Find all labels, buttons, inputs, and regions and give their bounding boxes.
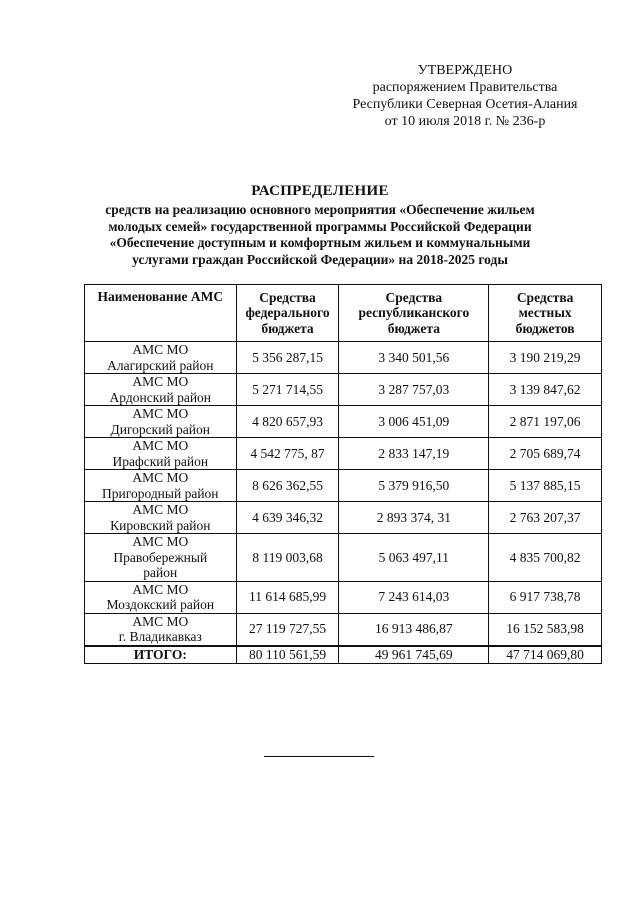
approval-line-3: от 10 июля 2018 г. № 236-р [384,114,546,129]
approval-stamp [330,62,600,130]
cell-federal: 8 119 003,68 [236,534,339,582]
row-name [85,581,237,613]
cell-republic: 2 893 374, 31 [339,502,489,534]
cell-republic: 5 379 916,50 [339,470,489,502]
distribution-table [84,284,602,664]
cell-republic: 5 063 497,11 [339,534,489,582]
table-row [85,534,602,582]
row-name-line: АМС МО [132,470,189,485]
total-federal: 80 110 561,59 [236,646,339,664]
document-title: РАСПРЕДЕЛЕНИЕ [251,183,389,199]
row-name-line: Ирафский район [112,453,209,469]
subtitle-line: услугами граждан Российской Федерации» на 2018-2025 годы [132,251,508,267]
header-federal-line: Средства [259,289,316,305]
subtitle-line: средств на реализацию основного мероприятия «Обеспечение жильем [105,202,535,217]
table-row [85,406,602,438]
row-name-line: район [143,565,178,580]
subtitle-line: молодых семей» государственной программы Российской Федерации [108,218,532,234]
cell-local: 3 190 219,29 [489,342,602,374]
header-republic [339,285,489,342]
row-name-line: АМС МО [132,342,189,357]
header-republic-line: Средства [385,289,443,305]
header-federal [236,285,339,342]
table-row [85,502,602,534]
cell-federal: 4 639 346,32 [236,502,339,534]
approval-line-1: распоряжением Правительства [372,80,558,95]
row-name-line: АМС МО [132,581,189,597]
header-name: Наименование АМС [85,285,237,342]
row-name [85,438,237,470]
table-header-row [85,285,602,342]
cell-republic: 3 006 451,09 [339,406,489,438]
cell-federal: 4 542 775, 87 [236,438,339,470]
row-name-line: АМС МО [132,406,189,421]
header-local-line: бюджетов [515,320,575,336]
cell-federal: 27 119 727,55 [236,613,339,646]
approval-line-2: Республики Северная Осетия-Алания [352,97,578,112]
total-local: 47 714 069,80 [489,646,602,664]
table-row [85,470,602,502]
row-name-line: Кировский район [110,517,211,533]
row-name-line: АМС МО [132,438,189,453]
row-name [85,534,237,582]
header-local [489,285,602,342]
row-name [85,502,237,534]
header-local-line: Средства [516,289,574,305]
cell-federal: 8 626 362,55 [236,470,339,502]
cell-local: 2 763 207,37 [489,502,602,534]
footer-divider [264,756,374,757]
cell-local: 4 835 700,82 [489,534,602,582]
row-name-line: АМС МО [132,502,189,517]
row-name-line: Алагирский район [107,357,214,373]
subtitle-line: «Обеспечение доступным и комфортным жильем и коммунальными [109,235,531,250]
row-name [85,342,237,374]
cell-federal: 11 614 685,99 [236,581,339,613]
row-name-line: Ардонский район [109,389,212,405]
table-row [85,613,602,646]
cell-republic: 16 913 486,87 [339,613,489,646]
table-row [85,581,602,613]
row-name-line: Моздокский район [106,597,215,612]
row-name-line: АМС МО [132,613,189,629]
header-federal-line: федерального [245,305,330,321]
row-name-line: г. Владикавказ [118,629,202,644]
cell-republic: 3 287 757,03 [339,374,489,406]
header-local-line: местных [518,305,572,321]
row-name [85,470,237,502]
row-name-line: АМС МО [132,534,189,549]
document-subtitle [60,202,580,268]
row-name [85,406,237,438]
cell-local: 2 705 689,74 [489,438,602,470]
cell-federal: 5 356 287,15 [236,342,339,374]
cell-federal: 4 820 657,93 [236,406,339,438]
row-name-line: АМС МО [132,374,189,389]
cell-republic: 3 340 501,56 [339,342,489,374]
cell-republic: 7 243 614,03 [339,581,489,613]
cell-local: 6 917 738,78 [489,581,602,613]
header-republic-line: республиканского [358,305,470,321]
header-federal-line: бюджета [261,320,314,336]
table-row [85,438,602,470]
row-name-line: Дигорский район [110,421,210,437]
header-republic-line: бюджета [387,320,440,336]
row-name-line: Правобережный [113,549,208,565]
row-name [85,374,237,406]
table-row [85,342,602,374]
table-row [85,374,602,406]
cell-local: 2 871 197,06 [489,406,602,438]
total-republic: 49 961 745,69 [339,646,489,664]
cell-local: 5 137 885,15 [489,470,602,502]
cell-local: 3 139 847,62 [489,374,602,406]
total-row [85,646,602,664]
document-title-block [60,182,580,268]
cell-republic: 2 833 147,19 [339,438,489,470]
cell-local: 16 152 583,98 [489,613,602,646]
row-name-line: Пригородный район [102,485,219,501]
row-name [85,613,237,646]
total-label: ИТОГО: [85,646,237,664]
approval-heading: УТВЕРЖДЕНО [417,63,513,78]
cell-federal: 5 271 714,55 [236,374,339,406]
